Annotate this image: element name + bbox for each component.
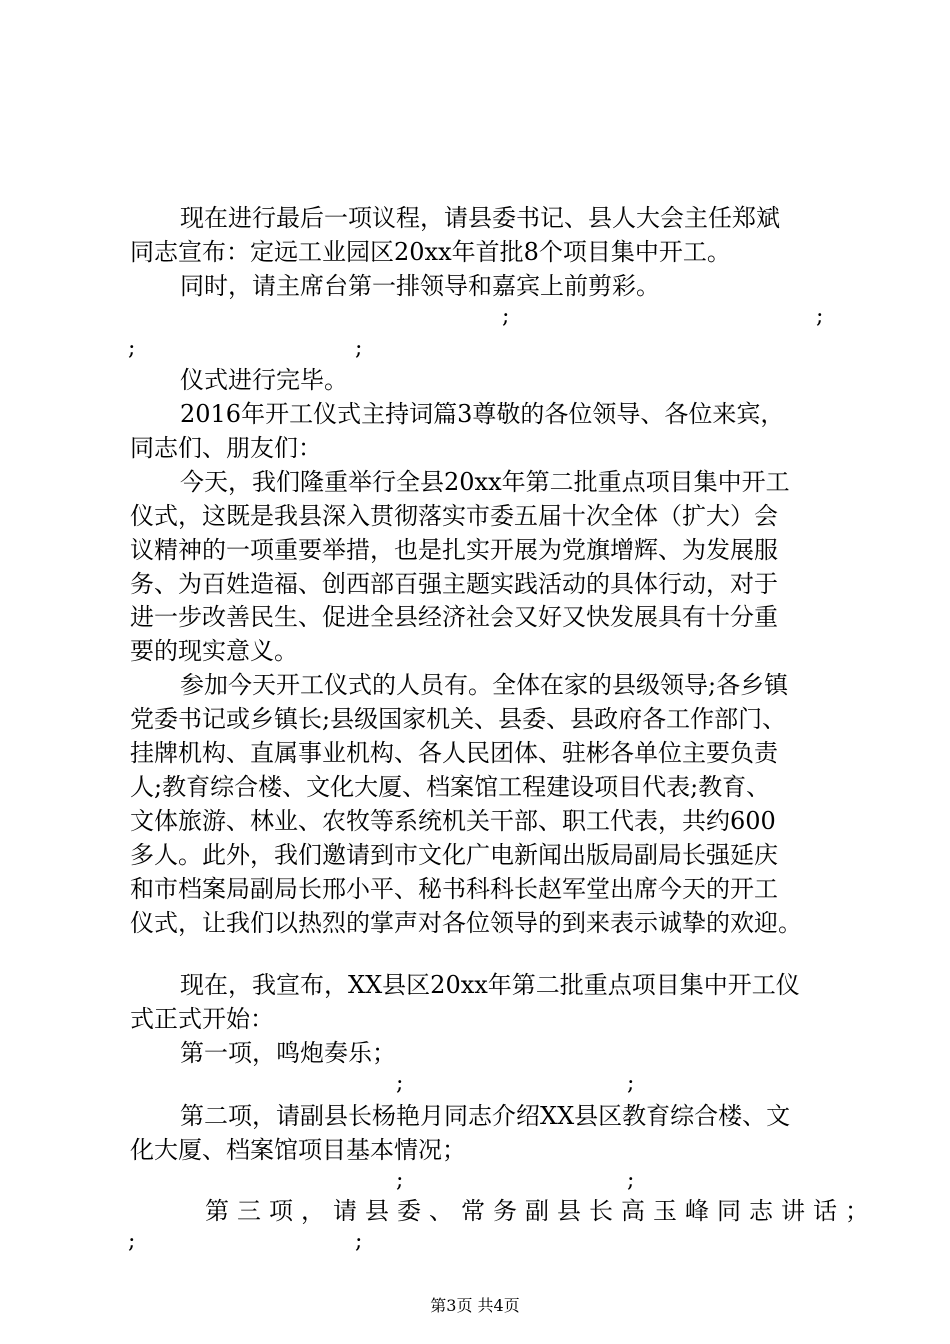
paragraph-line: 同志们、朋友们： xyxy=(130,434,322,462)
paragraph-line: 第一项，鸣炮奏乐； xyxy=(180,1039,396,1067)
page-number-footer: 第3页 共4页 xyxy=(430,1296,520,1315)
semicolon-mark: ; xyxy=(128,336,136,361)
paragraph-line: 要的现实意义。 xyxy=(130,637,298,665)
paragraph-line: 仪式进行完毕。 xyxy=(180,366,348,394)
paragraph-line: 现在，我宣布，XX县区20xx年第二批重点项目集中开工仪 xyxy=(180,971,800,999)
paragraph-line: 2016年开工仪式主持词篇3尊敬的各位领导、各位来宾， xyxy=(180,400,785,428)
semicolon-mark: ; xyxy=(396,1168,404,1193)
paragraph-line: 参加今天开工仪式的人员有。全体在家的县级领导;各乡镇 xyxy=(180,671,789,699)
paragraph-line: 化大厦、档案馆项目基本情况； xyxy=(130,1136,466,1164)
semicolon-mark: ; xyxy=(355,1229,363,1254)
paragraph-line: 同时，请主席台第一排领导和嘉宾上前剪彩。 xyxy=(180,272,660,300)
paragraph-line: 式正式开始： xyxy=(130,1005,274,1033)
semicolon-mark: ; xyxy=(502,304,510,329)
paragraph-line: 同志宣布：定远工业园区20xx年首批8个项目集中开工。 xyxy=(130,238,731,266)
paragraph-line: 文体旅游、林业、农牧等系统机关干部、职工代表，共约600 xyxy=(130,807,776,835)
paragraph-line: 议精神的一项重要举措，也是扎实开展为党旗增辉、为发展服 xyxy=(130,536,778,564)
semicolon-mark: ; xyxy=(396,1071,404,1096)
semicolon-mark: ; xyxy=(627,1071,635,1096)
paragraph-line: 党委书记或乡镇长;县级国家机关、县委、县政府各工作部门、 xyxy=(130,705,787,733)
semicolon-mark: ; xyxy=(816,304,824,329)
paragraph-line: 今天，我们隆重举行全县20xx年第二批重点项目集中开工 xyxy=(180,468,790,496)
paragraph-line: 仪式，让我们以热烈的掌声对各位领导的到来表示诚挚的欢迎。 xyxy=(130,909,802,937)
paragraph-line: 和市档案局副局长邢小平、秘书科科长赵军堂出席今天的开工 xyxy=(130,875,778,903)
paragraph-line: 挂牌机构、直属事业机构、各人民团体、驻彬各单位主要负责 xyxy=(130,739,778,767)
paragraph-line: 务、为百姓造福、创西部百强主题实践活动的具体行动，对于 xyxy=(130,570,778,598)
paragraph-line: 进一步改善民生、促进全县经济社会又好又快发展具有十分重 xyxy=(130,603,778,631)
paragraph-line: 第二项，请副县长杨艳月同志介绍XX县区教育综合楼、文 xyxy=(180,1102,791,1130)
semicolon-mark: ; xyxy=(627,1168,635,1193)
paragraph-line: 仪式，这既是我县深入贯彻落实市委五届十次全体（扩大）会 xyxy=(130,502,778,530)
paragraph-line: 第三项，请县委、常务副县长高玉峰同志讲话； xyxy=(205,1197,877,1225)
paragraph-line: 现在进行最后一项议程，请县委书记、县人大会主任郑斌 xyxy=(180,204,780,232)
semicolon-mark: ; xyxy=(128,1229,136,1254)
semicolon-mark: ; xyxy=(355,336,363,361)
paragraph-line: 人;教育综合楼、文化大厦、档案馆工程建设项目代表;教育、 xyxy=(130,773,771,801)
paragraph-line: 多人。此外，我们邀请到市文化广电新闻出版局副局长强延庆 xyxy=(130,841,778,869)
